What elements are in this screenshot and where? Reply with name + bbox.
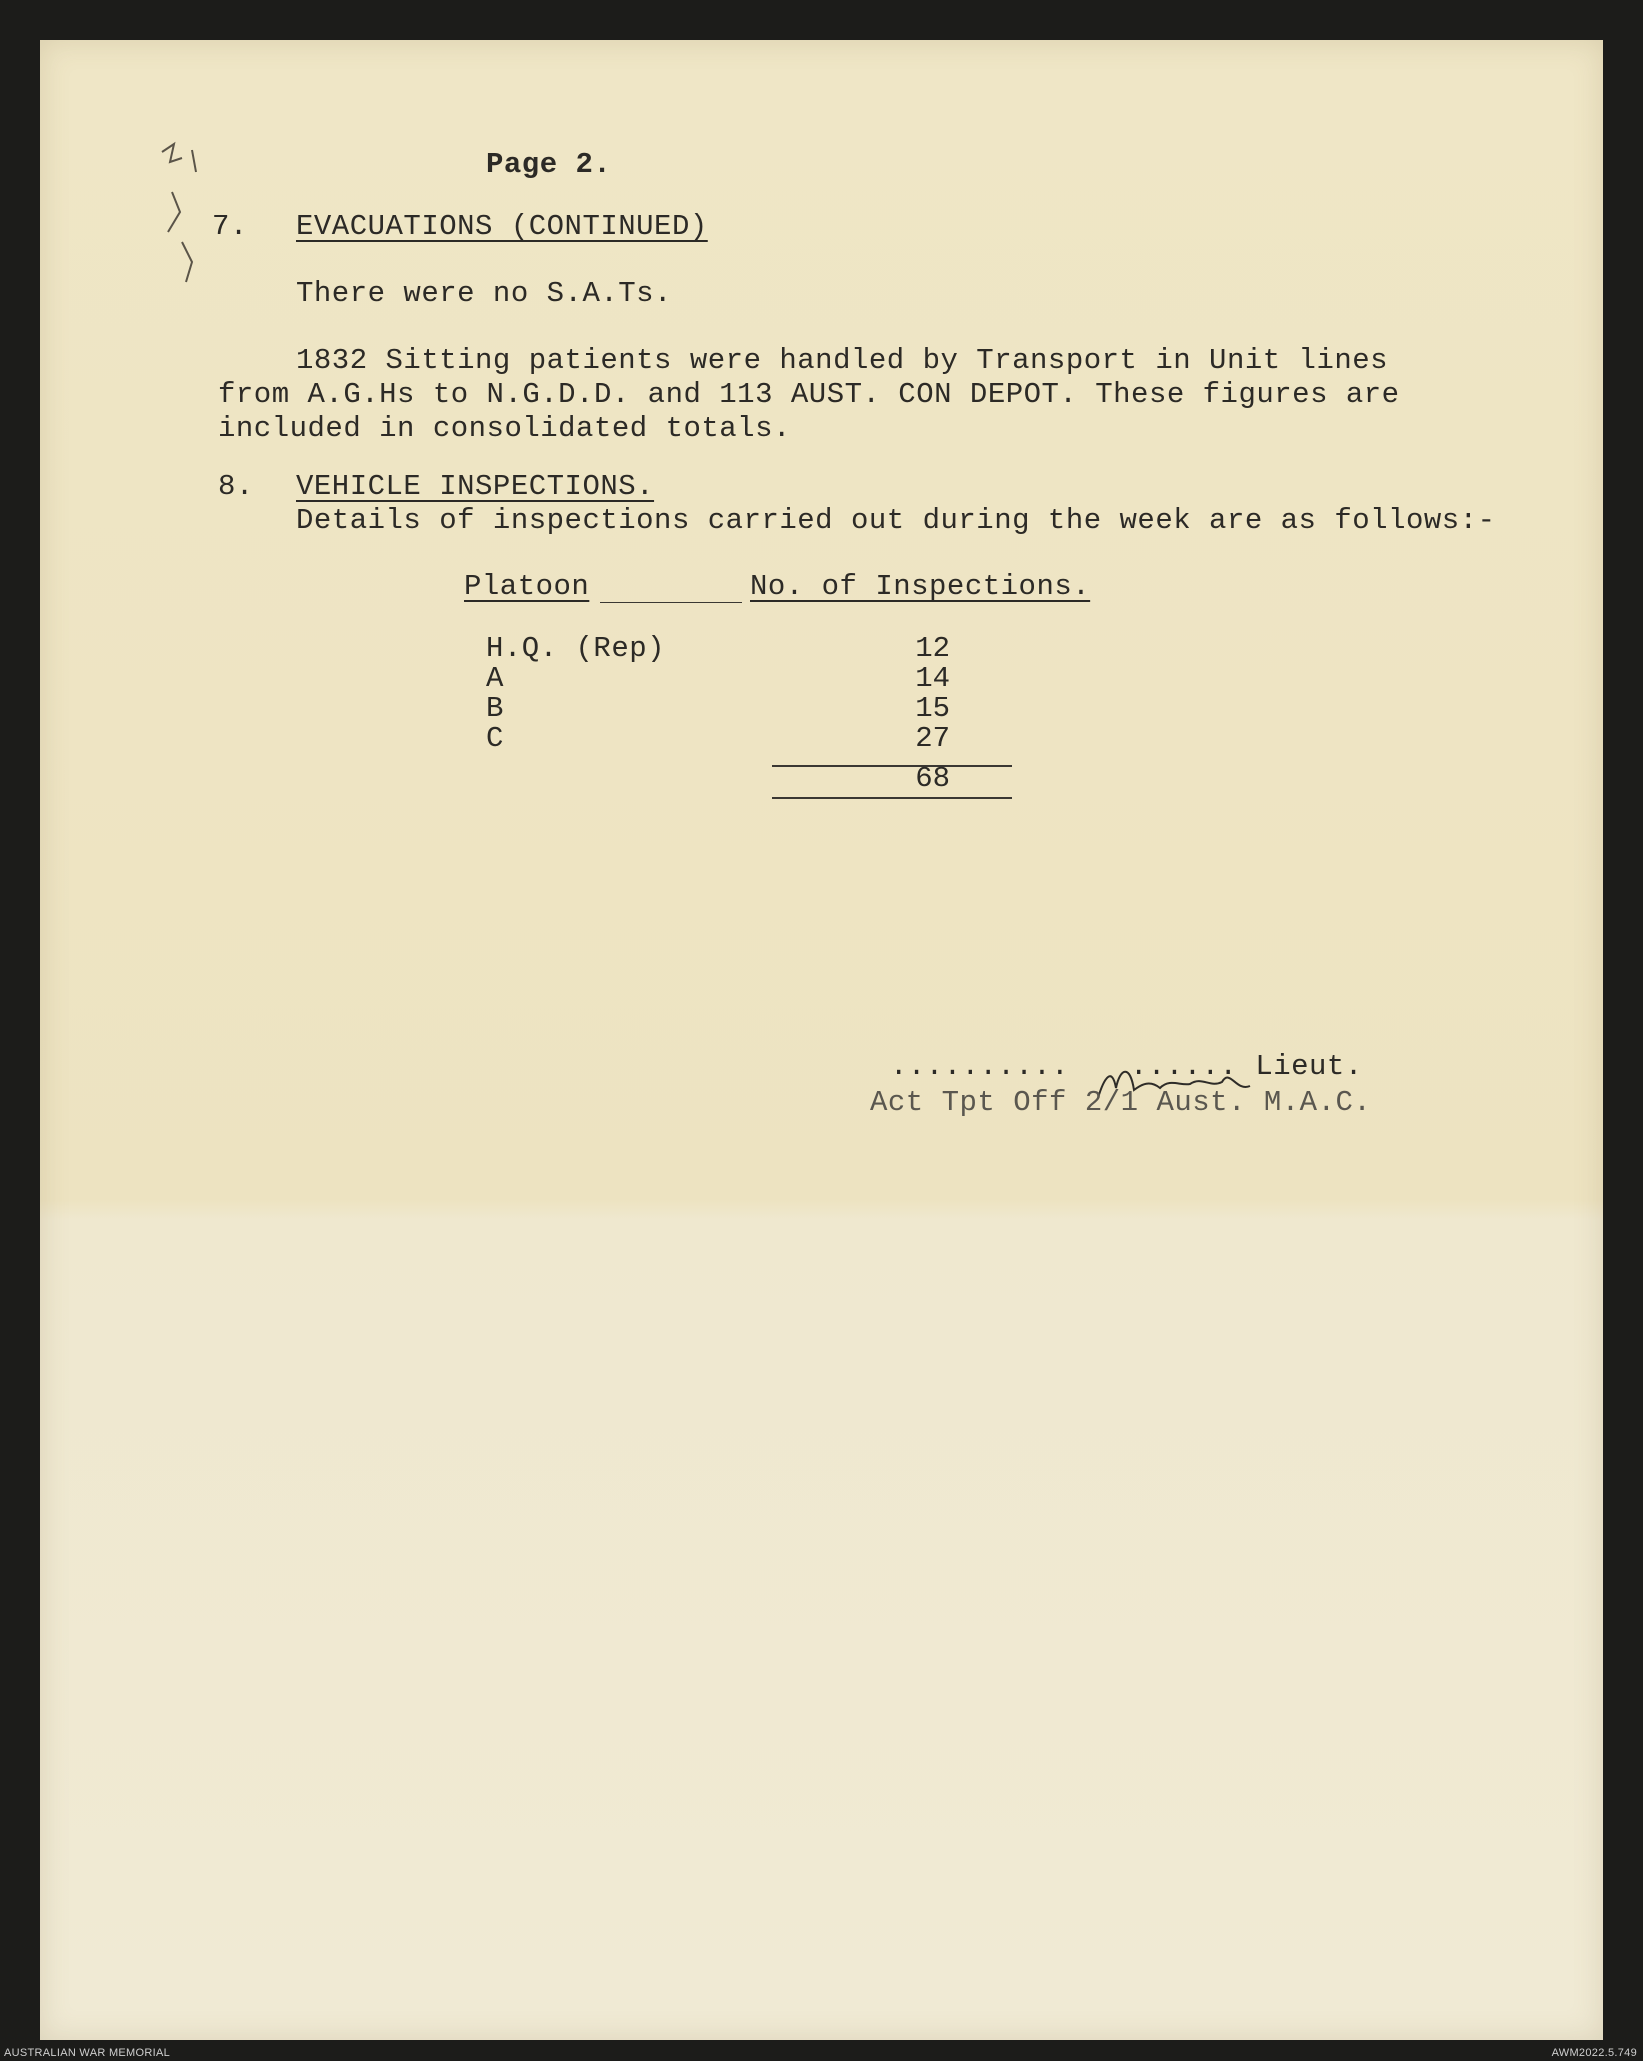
row-count-a: 14	[915, 662, 950, 695]
inspections-intro: Details of inspections carried out during the week are as follows:-	[296, 504, 1496, 537]
footer-accession-number: AWM2022.5.749	[1551, 2047, 1637, 2059]
signature-dots-right: ...... Lieut.	[1130, 1050, 1363, 1083]
signature-dots-left: ..........	[890, 1050, 1070, 1083]
section-8-heading: VEHICLE INSPECTIONS.	[296, 470, 655, 503]
row-count-hq: 12	[915, 632, 950, 665]
section-7-heading: EVACUATIONS (CONTINUED)	[296, 210, 708, 243]
total-count: 68	[915, 762, 950, 795]
row-count-c: 27	[915, 722, 950, 755]
paragraph-line-2: from A.G.Hs to N.G.D.D. and 113 AUST. CON DEPOT. These figures are	[218, 378, 1400, 411]
no-sats-line: There were no S.A.Ts.	[296, 277, 672, 310]
paragraph-line-3: included in consolidated totals.	[218, 412, 791, 445]
row-platoon-b: B	[486, 692, 504, 725]
section-7-number: 7.	[212, 210, 248, 243]
section-8-number: 8.	[218, 470, 254, 503]
paragraph-line-1: 1832 Sitting patients were handled by Transport in Unit lines	[296, 344, 1389, 377]
row-platoon-hq: H.Q. (Rep)	[486, 632, 666, 665]
signature-title: Act Tpt Off 2/1 Aust. M.A.C.	[870, 1086, 1372, 1119]
total-rule	[772, 797, 1012, 799]
page-label: Page 2.	[486, 148, 612, 181]
row-count-b: 15	[915, 692, 950, 725]
table-header-inspections: No. of Inspections.	[750, 570, 1091, 603]
table-header-platoon: Platoon	[464, 570, 590, 603]
row-platoon-c: C	[486, 722, 504, 755]
row-platoon-a: A	[486, 662, 504, 695]
document-page	[40, 40, 1603, 2040]
header-leader-line	[600, 602, 742, 603]
footer-institution: AUSTRALIAN WAR MEMORIAL	[4, 2047, 171, 2059]
